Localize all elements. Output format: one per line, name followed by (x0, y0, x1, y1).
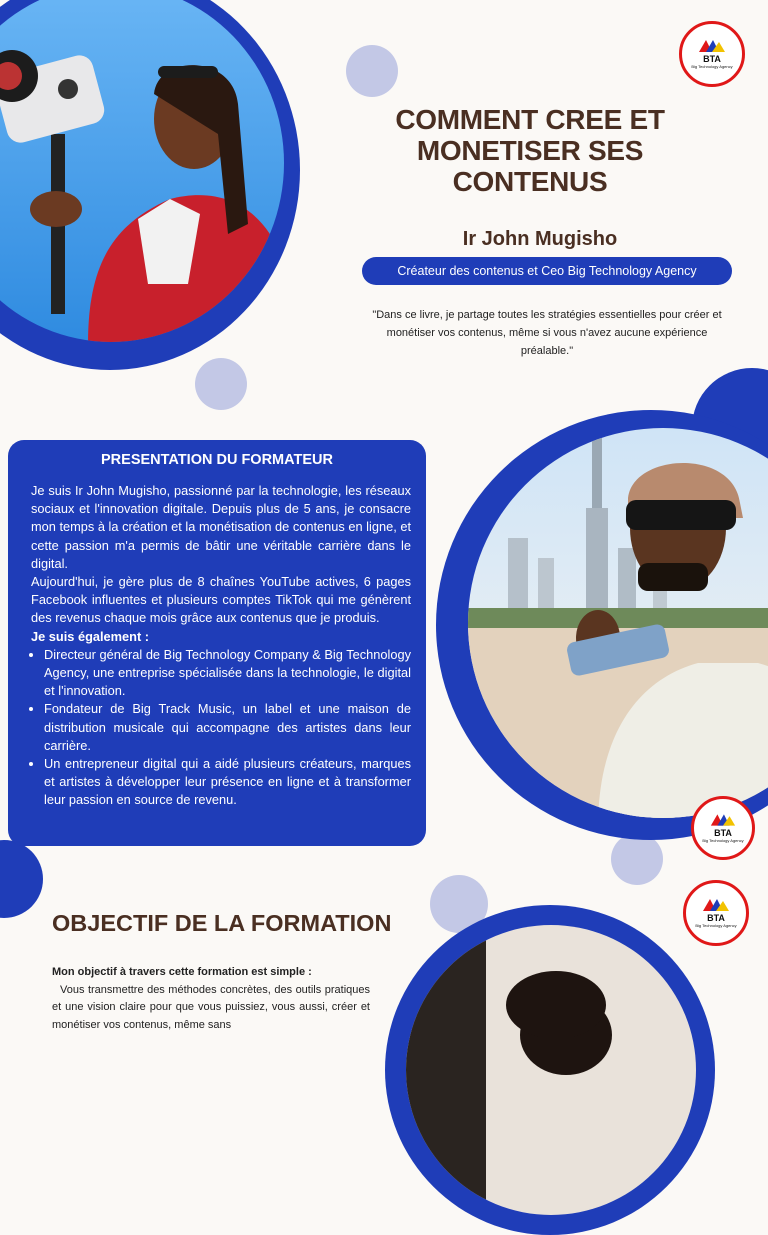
objectif-paragraph: Vous transmettre des méthodes concrètes, des outils pratiques et une vision claire pour que vous puissiez, vous aussi, créer et monétiser vos contenus, même sans (52, 983, 370, 1031)
author-role-badge: Créateur des contenus et Ceo Big Technology Agency (362, 257, 732, 285)
logo-mark-icon (701, 898, 731, 912)
list-item: • Fondateur de Big Track Music, un label et une maison de distribution musicale qui accompagne des artistes dans leur carrière. (44, 700, 411, 755)
presentation-card (8, 440, 426, 846)
logo-subtext: Big Technology Agency (702, 838, 744, 843)
author-name: Ir John Mugisho (462, 228, 618, 250)
bottom-photo (406, 925, 696, 1215)
logo-text: BTA (703, 54, 721, 64)
presentation-list (31, 646, 411, 810)
logo-text: BTA (707, 913, 725, 923)
page-title: COMMENT CREE ET MONETISER SES CONTENUS (395, 104, 665, 197)
decor-circle (346, 45, 398, 97)
presentation-paragraph: Aujourd'hui, je gère plus de 8 chaînes YouTube actives, 6 pages Facebook influentes et plusieurs comptes TikTok qui me génèrent des revenus chaque mois grâce aux contenus que je produis. (31, 574, 411, 626)
objectif-lead: Mon objectif à travers cette formation est simple : (52, 966, 312, 978)
logo-mark-icon (697, 39, 727, 53)
list-item: • Un entrepreneur digital qui a aidé plusieurs créateurs, marques et artistes à développer leur présence en ligne et à transformer leur passion en source de revenu. (44, 755, 411, 810)
decor-circle (195, 358, 247, 410)
presentation-heading: PRESENTATION DU FORMATEUR (101, 452, 333, 468)
logo-mark-icon (709, 813, 737, 827)
bta-logo (679, 21, 745, 87)
intro-quote: "Dans ce livre, je partage toutes les stratégies essentielles pour créer et monétiser vos contenus, même si vous n'avez aucune expérience préalable." (372, 309, 722, 357)
logo-subtext: Big Technology Agency (691, 64, 733, 69)
bta-logo (683, 880, 749, 946)
list-item: • Directeur général de Big Technology Company & Big Technology Agency, une entreprise spécialisée dans la technologie, le digital et l'innovation. (44, 646, 411, 701)
logo-subtext: Big Technology Agency (695, 923, 737, 928)
decor-circle (611, 833, 663, 885)
presentation-body (31, 482, 411, 810)
logo-text: BTA (714, 828, 732, 838)
objectif-heading: OBJECTIF DE LA FORMATION (52, 910, 392, 936)
presentation-paragraph: Je suis Ir John Mugisho, passionné par la technologie, les réseaux sociaux et l'innovation digitale. Depuis plus de 5 ans, je consacre mon temps à la création et la monétisation de contenus en ligne, et cette passion m'a permis de bâtir une véritable carrière dans le digital. (31, 483, 411, 571)
bta-logo (691, 796, 755, 860)
decor-circle (0, 840, 43, 918)
also-label: Je suis également : (31, 628, 150, 644)
